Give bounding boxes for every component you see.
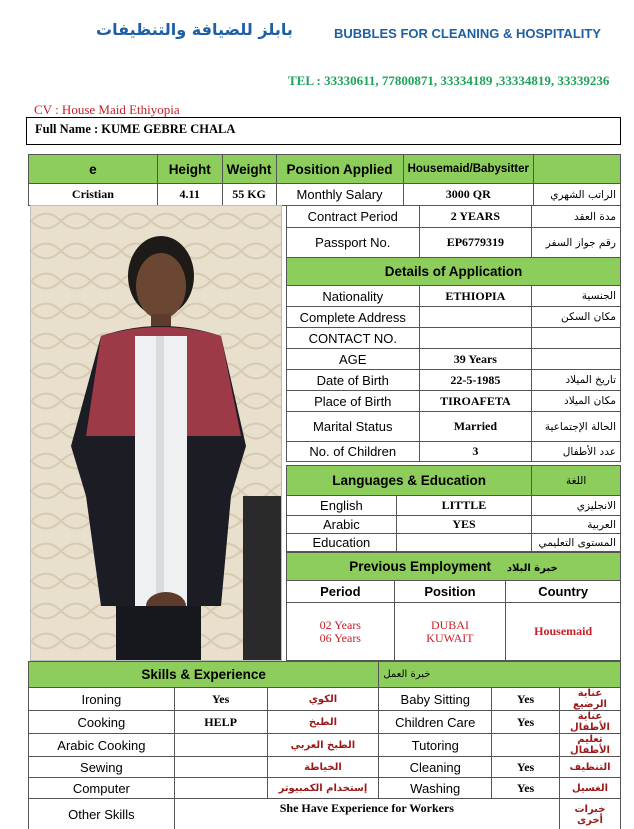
application-header: Details of Application xyxy=(287,258,621,286)
skill-babysitting-arabic: عناية الرضيع xyxy=(559,688,620,711)
full-name-box: Full Name : KUME GEBRE CHALA xyxy=(26,117,621,145)
country-col-header: Country xyxy=(506,581,621,603)
skill-computer-label: Computer xyxy=(29,778,175,799)
company-name-english: BUBBLES FOR CLEANING & HOSPITALITY xyxy=(334,26,601,41)
nationality-arabic: الجنسية xyxy=(532,286,621,307)
education-arabic: المستوى التعليمي xyxy=(532,534,621,552)
marital-label: Marital Status xyxy=(287,412,420,442)
skill-washing-label: Washing xyxy=(379,778,492,799)
skill-ironing-arabic: الكوي xyxy=(267,688,379,711)
skill-cleaning-value: Yes xyxy=(492,757,560,778)
place-1: DUBAI xyxy=(430,617,469,632)
col-weight-header: Weight xyxy=(222,155,276,184)
skill-computer-value xyxy=(174,778,267,799)
birthplace-value: TIROAFETA xyxy=(419,391,532,412)
contact-label: CONTACT NO. xyxy=(287,328,420,349)
contact-arabic xyxy=(532,328,621,349)
employment-header-arabic: خبرة البلاد xyxy=(506,563,558,574)
employment-header xyxy=(287,553,621,581)
marital-value: Married xyxy=(419,412,532,442)
place-2: KUWAIT xyxy=(426,630,474,645)
skill-childcare-value: Yes xyxy=(492,711,560,734)
position-header-blank xyxy=(534,155,621,184)
age-value: 39 Years xyxy=(419,349,532,370)
skill-cleaning-arabic: التنظيف xyxy=(559,757,620,778)
skill-sewing-arabic: الخياطة xyxy=(267,757,379,778)
religion-value: Cristian xyxy=(29,184,158,206)
company-name-arabic: بابلز للضيافة والتنظيفات xyxy=(96,20,293,39)
skill-cooking-value: HELP xyxy=(174,711,267,734)
passport-label: Passport No. xyxy=(287,228,420,258)
skill-cooking-label: Cooking xyxy=(29,711,175,734)
candidate-photo xyxy=(30,205,282,661)
english-arabic: الانجليزي xyxy=(532,496,621,516)
skill-tutoring-value xyxy=(492,734,560,757)
salary-arabic: الراتب الشهري xyxy=(534,184,621,206)
employment-header-text: Previous Employment xyxy=(349,559,492,574)
employment-places xyxy=(394,603,506,661)
passport-value: EP6779319 xyxy=(419,228,532,258)
period-1: 02 Years xyxy=(319,617,361,632)
skill-arabic-cooking-arabic: الطبخ العربي xyxy=(267,734,379,757)
skills-header-arabic: خبرة العمل xyxy=(379,662,621,688)
period-2: 06 Years xyxy=(319,630,361,645)
children-arabic: عدد الأطفال xyxy=(532,442,621,462)
other-skills-label: Other Skills xyxy=(29,799,175,829)
contract-period-arabic: مدة العقد xyxy=(532,206,621,228)
salary-value: 3000 QR xyxy=(403,184,533,206)
telephone-line: TEL : 33330611, 77800871, 33334189 ,33334819, 33339236 xyxy=(288,73,610,88)
skill-washing-value: Yes xyxy=(492,778,560,799)
children-value: 3 xyxy=(419,442,532,462)
languages-table xyxy=(286,465,621,552)
skill-sewing-value xyxy=(174,757,267,778)
education-value xyxy=(396,534,532,552)
marital-arabic: الحالة الإجتماعية xyxy=(532,412,621,442)
col-religion-header: e xyxy=(29,155,158,184)
dob-arabic: تاريخ الميلاد xyxy=(532,370,621,391)
skill-tutoring-arabic: تعليم الأطفال xyxy=(559,734,620,757)
dob-label: Date of Birth xyxy=(287,370,420,391)
skill-cooking-arabic: الطبخ xyxy=(267,711,379,734)
education-label: Education xyxy=(287,534,397,552)
dob-value: 22-5-1985 xyxy=(419,370,532,391)
arabic-value: YES xyxy=(396,516,532,534)
weight-value: 55 KG xyxy=(222,184,276,206)
english-value: LITTLE xyxy=(396,496,532,516)
period-col-header: Period xyxy=(287,581,395,603)
passport-arabic: رقم جواز السفر xyxy=(532,228,621,258)
salary-label: Monthly Salary xyxy=(276,184,403,206)
address-arabic: مكان السكن xyxy=(532,307,621,328)
skills-header-text: Skills & Experience xyxy=(141,667,266,682)
skill-computer-arabic: إستخدام الكمبيوتر xyxy=(267,778,379,799)
other-skills-arabic: خبرات أخرى xyxy=(559,799,620,829)
person-image xyxy=(31,206,282,661)
contract-period-label: Contract Period xyxy=(287,206,420,228)
contact-value xyxy=(419,328,532,349)
birthplace-label: Place of Birth xyxy=(287,391,420,412)
skill-ironing-label: Ironing xyxy=(29,688,175,711)
employment-periods xyxy=(287,603,395,661)
birthplace-arabic: مكان الميلاد xyxy=(532,391,621,412)
languages-header: Languages & Education xyxy=(287,466,532,496)
other-skills-value: She Have Experience for Workers xyxy=(174,799,559,829)
col-height-header: Height xyxy=(157,155,222,184)
contract-table xyxy=(286,205,621,462)
arabic-label: Arabic xyxy=(287,516,397,534)
employment-role: Housemaid xyxy=(506,603,621,661)
languages-header-arabic: اللغة xyxy=(532,466,621,496)
position-applied-label: Position Applied xyxy=(276,155,403,184)
position-col-header: Position xyxy=(394,581,506,603)
contract-period-value: 2 YEARS xyxy=(419,206,532,228)
children-label: No. of Children xyxy=(287,442,420,462)
skill-ironing-value: Yes xyxy=(174,688,267,711)
age-label: AGE xyxy=(287,349,420,370)
skills-header xyxy=(29,662,379,688)
skill-washing-arabic: الغسيل xyxy=(559,778,620,799)
address-value xyxy=(419,307,532,328)
english-label: English xyxy=(287,496,397,516)
skills-table xyxy=(28,661,621,829)
cv-title: CV : House Maid Ethiyopia xyxy=(34,102,180,117)
age-arabic xyxy=(532,349,621,370)
employment-table xyxy=(286,552,621,661)
skill-babysitting-label: Baby Sitting xyxy=(379,688,492,711)
skill-arabic-cooking-label: Arabic Cooking xyxy=(29,734,175,757)
position-applied-value: Housemaid/Babysitter xyxy=(403,155,533,184)
height-value: 4.11 xyxy=(157,184,222,206)
skill-childcare-arabic: عناية الأطفال xyxy=(559,711,620,734)
skill-cleaning-label: Cleaning xyxy=(379,757,492,778)
skill-arabic-cooking-value xyxy=(174,734,267,757)
top-info-table xyxy=(28,154,621,206)
arabic-arabic: العربية xyxy=(532,516,621,534)
nationality-value: ETHIOPIA xyxy=(419,286,532,307)
skill-babysitting-value: Yes xyxy=(492,688,560,711)
skill-sewing-label: Sewing xyxy=(29,757,175,778)
address-label: Complete Address xyxy=(287,307,420,328)
nationality-label: Nationality xyxy=(287,286,420,307)
skill-childcare-label: Children Care xyxy=(379,711,492,734)
skill-tutoring-label: Tutoring xyxy=(379,734,492,757)
